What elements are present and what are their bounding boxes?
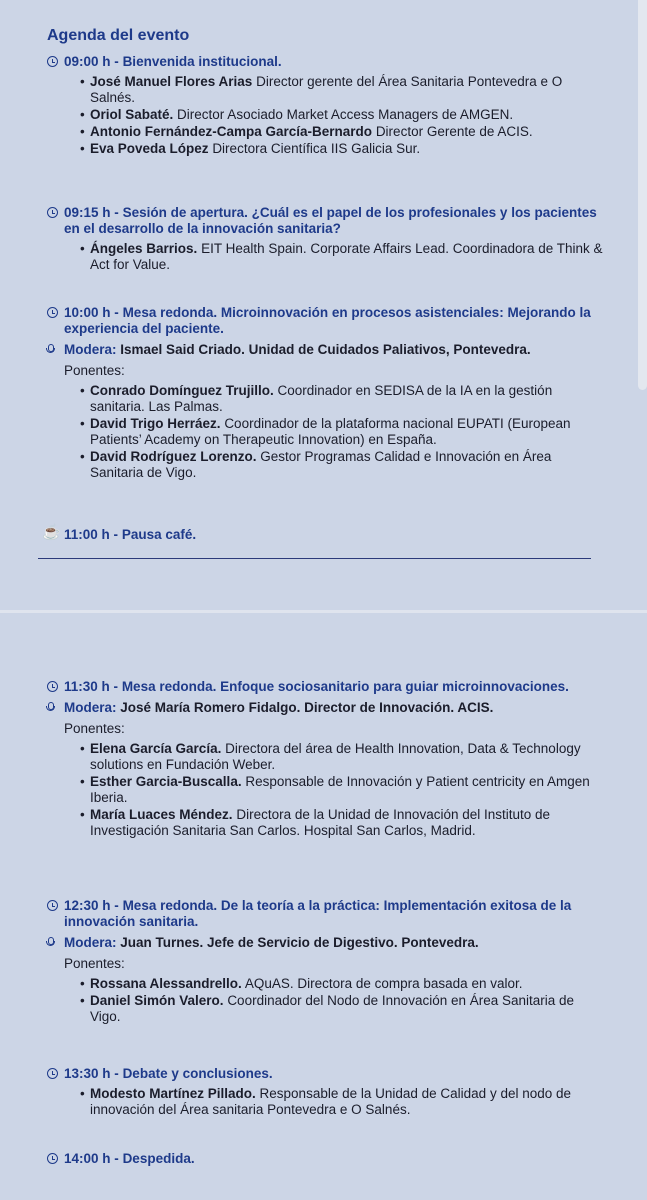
moderator-line: Modera: Ismael Said Criado. Unidad de Cuidados Paliativos, Pontevedra.	[47, 342, 607, 358]
speaker: • Eva Poveda López Directora Científica IIS Galicia Sur.	[90, 141, 607, 157]
speaker: • Rossana Alessandrello. AQuAS. Directora de compra basada en valor.	[90, 976, 607, 992]
item-heading: 09:00 h - Bienvenida institucional.	[47, 54, 607, 70]
item-heading: 14:00 h - Despedida.	[47, 1151, 607, 1167]
clock-icon	[47, 1153, 58, 1164]
item-heading: 12:30 h - Mesa redonda. De la teoría a la práctica: Implementación exitosa de la innovación sanitaria.	[47, 898, 607, 930]
agenda-item-1130	[47, 679, 607, 840]
speakers-label: Ponentes:	[64, 721, 125, 736]
speaker: • Conrado Domínguez Trujillo. Coordinador en SEDISA de la IA en la gestión sanitaria. Las Palmas.	[90, 383, 607, 415]
speakers-label: Ponentes:	[64, 956, 125, 971]
speakers-label: Ponentes:	[64, 363, 125, 378]
speaker: • Modesto Martínez Pillado. Responsable de la Unidad de Calidad y del nodo de innovación del Área sanitaria Pontevedra e O Salnés.	[90, 1086, 607, 1118]
moderator-line: Modera: Juan Turnes. Jefe de Servicio de Digestivo. Pontevedra.	[47, 935, 607, 951]
scrollbar[interactable]	[638, 0, 647, 390]
clock-icon	[47, 307, 58, 318]
speaker-list	[47, 383, 607, 481]
speaker-list	[47, 74, 607, 157]
speaker: • José Manuel Flores Arias Director gerente del Área Sanitaria Pontevedra e O Salnés.	[90, 74, 607, 106]
agenda-item-1100	[42, 524, 607, 543]
speaker: • Elena García García. Directora del área de Health Innovation, Data & Technology solutions en Fundación Weber.	[90, 741, 607, 773]
agenda-item-1330	[47, 1066, 607, 1119]
item-heading: 10:00 h - Mesa redonda. Microinnovación en procesos asistenciales: Mejorando la experiencia del paciente.	[47, 305, 607, 337]
speaker-list	[47, 1086, 607, 1118]
section-divider	[38, 558, 591, 559]
microphone-icon	[48, 702, 54, 710]
clock-icon	[47, 207, 58, 218]
agenda-item-0915	[47, 205, 607, 274]
item-heading: 13:30 h - Debate y conclusiones.	[47, 1066, 607, 1082]
agenda-title: Agenda del evento	[47, 27, 190, 44]
clock-icon	[47, 681, 58, 692]
speaker: • Ángeles Barrios. EIT Health Spain. Corporate Affairs Lead. Coordinadora de Think & Act for Value.	[90, 241, 607, 273]
page-separator	[0, 610, 647, 613]
speaker: • Esther Garcia-Buscalla. Responsable de Innovación y Patient centricity en Amgen Iberia.	[90, 774, 607, 806]
speaker-list	[47, 241, 607, 273]
agenda-item-1230	[47, 898, 607, 1026]
speaker: • Daniel Simón Valero. Coordinador del Nodo de Innovación en Área Sanitaria de Vigo.	[90, 993, 607, 1025]
clock-icon	[47, 56, 58, 67]
agenda-item-1000	[47, 305, 607, 482]
speaker-list	[47, 741, 607, 839]
microphone-icon	[48, 344, 54, 352]
item-heading: 09:15 h - Sesión de apertura. ¿Cuál es el papel de los profesionales y los pacientes en el desarrollo de la innovación sanitaria?	[47, 205, 607, 237]
agenda-page-2	[0, 614, 647, 1200]
speaker: • David Rodríguez Lorenzo. Gestor Programas Calidad e Innovación en Área Sanitaria de Vigo.	[90, 449, 607, 481]
speaker: • David Trigo Herráez. Coordinador de la plataforma nacional EUPATI (European Patients’ Academy on Therapeutic Innovation) en España.	[90, 416, 607, 448]
speaker: • Antonio Fernández-Campa García-Bernardo Director Gerente de ACIS.	[90, 124, 607, 140]
coffee-icon: ☕	[42, 524, 61, 541]
moderator-line: Modera: José María Romero Fidalgo. Director de Innovación. ACIS.	[47, 700, 607, 716]
item-heading: ☕ 11:00 h - Pausa café.	[42, 524, 197, 542]
agenda-item-0900	[47, 54, 607, 158]
microphone-icon	[48, 937, 54, 945]
speaker-list	[47, 976, 607, 1025]
speaker: • María Luaces Méndez. Directora de la Unidad de Innovación del Instituto de Investigación Sanitaria San Carlos. Hospital San Carlos, Madrid.	[90, 807, 607, 839]
speaker: • Oriol Sabaté. Director Asociado Market Access Managers de AMGEN.	[90, 107, 607, 123]
clock-icon	[47, 900, 58, 911]
item-heading: 11:30 h - Mesa redonda. Enfoque sociosanitario para guiar microinnovaciones.	[47, 679, 607, 695]
agenda-item-1400	[47, 1151, 607, 1167]
clock-icon	[47, 1068, 58, 1079]
